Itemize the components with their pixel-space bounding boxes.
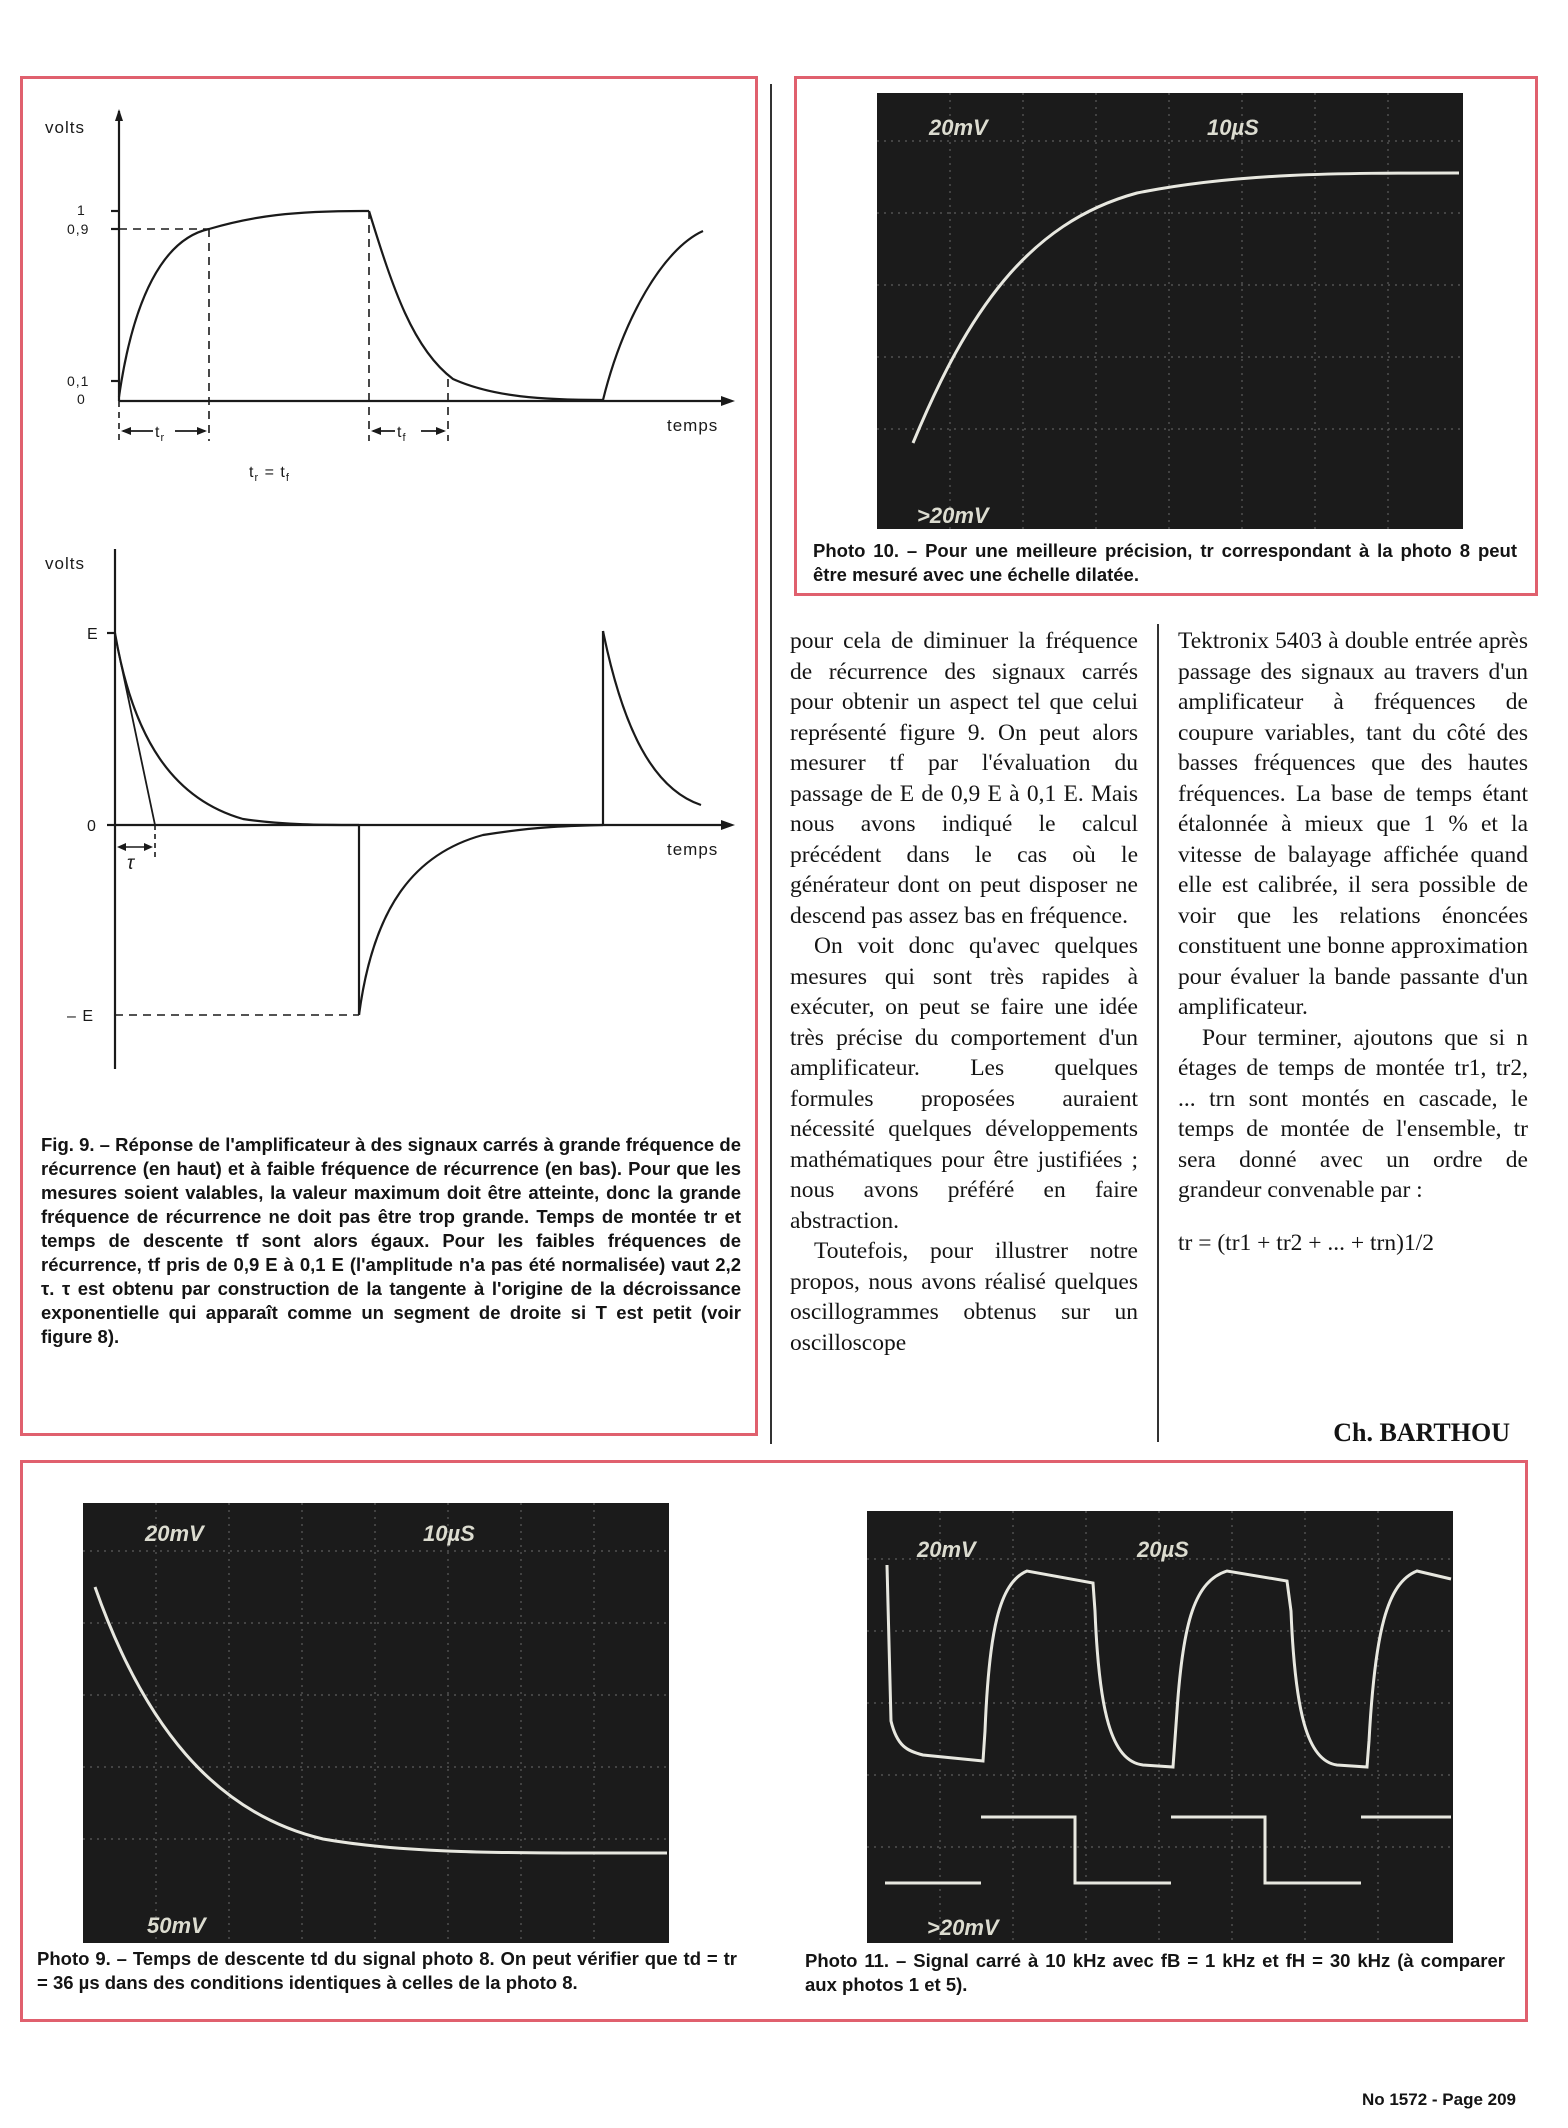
svg-text:tr <box>155 424 165 444</box>
photo-11-trig: >20mV <box>927 1915 999 1940</box>
bottom-decay-curve-2 <box>603 631 701 805</box>
signature: Ch. BARTHOU <box>1333 1418 1510 1447</box>
top-tick-0: 0 <box>77 391 86 407</box>
col2-paragraph-1: Tektronix 5403 à double entrée après passage des signaux au travers d'un amplificateur à fréquences de coupure variables, tant du côté des basses fréquences que des hautes fréquences. La base de temps étant étalonnée à mieux que 1 % et la vitesse de balayage affichée quand elle est calibrée, il sera possible de voir que les relations énoncées constituent une bonne approximation pour évaluer la bande passante d'un amplificateur. <box>1178 628 1528 1020</box>
figure-9-box <box>20 76 758 1436</box>
column-rule-left <box>770 84 772 1444</box>
bottom-tick-E: E <box>87 626 99 643</box>
col2-paragraph-2: Pour terminer, ajoutons que si n étages de temps de montée tr1, tr2, ... trn sont montés en cascade, le temps de montée de l'ensemble, tr sera donné avec un ordre de grandeur convenable par : <box>1178 1024 1528 1203</box>
column-rule-right <box>1157 624 1159 1442</box>
photo-9-caption: Photo 9. – Temps de descente td du signal photo 8. On peut vérifier que td = tr = 36 µs dans des conditions identiques à celles de la photo 8. <box>37 1948 737 1993</box>
photo-10-volts: 20mV <box>929 115 988 140</box>
photo-10-box <box>794 76 1538 596</box>
formula: tr = (tr1 + tr2 + ... + trn)1/2 <box>1178 1229 1434 1256</box>
photo-9-volts: 20mV <box>145 1521 204 1546</box>
top-rise-curve <box>119 211 369 397</box>
article-column-1 <box>790 626 1138 1358</box>
top-rise-curve-2 <box>603 231 703 400</box>
eq-mid: = t <box>259 464 286 481</box>
photo-9-oscillogram <box>83 1503 669 1943</box>
top-tick-01: 0,1 <box>67 373 90 389</box>
figure-9-diagram <box>23 79 755 1129</box>
bottom-xlabel: temps <box>667 840 719 859</box>
photo-11-caption: Photo 11. – Signal carré à 10 kHz avec fB = 1 kHz et fH = 30 kHz (à comparer aux photos 1 et 5). <box>805 1950 1505 1995</box>
page-number: No 1572 - Page 209 <box>1361 2090 1516 2109</box>
tf-label: t <box>397 424 403 441</box>
photo-11-time: 20µS <box>1137 1537 1189 1562</box>
photo-9-trace <box>95 1587 667 1853</box>
photo-11-oscillogram <box>867 1511 1453 1943</box>
tau-label: τ <box>127 853 136 874</box>
bottom-tick-mE: – E <box>67 1008 95 1025</box>
eq-sub2: f <box>285 472 290 484</box>
tf-sub: f <box>402 432 407 444</box>
bottom-tick-0: 0 <box>87 818 97 835</box>
figure-9-caption: Fig. 9. – Réponse de l'amplificateur à des signaux carrés à grande fréquence de récurrence (en haut) et à faible fréquence de récurrence (en bas). Pour que les mesures soient valables, la valeur maximum doit être atteinte, donc la grande fréquence de récurrence ne doit pas être trop grande. Temps de montée tr et temps de descente tf sont alors égaux. Pour les faibles fréquences de récurrence, tf pris de 0,9 E à 0,1 E (l'amplitude n'a pas été normalisée) vaut 2,2 τ. τ est obtenu par construction de la tangente à l'origine de la décroissance exponentielle qui apparaît comme un segment de droite si T est petit (voir figure 8). <box>41 1134 741 1347</box>
bottom-recovery-curve <box>359 825 603 1015</box>
svg-text:tf <box>397 424 407 444</box>
photo-9-time: 10µS <box>423 1521 475 1546</box>
top-xlabel: temps <box>667 416 719 435</box>
photo-10-time: 10µS <box>1207 115 1259 140</box>
tr-sub: r <box>160 432 166 444</box>
top-fall-curve <box>369 211 603 400</box>
top-tick-1: 1 <box>77 202 86 218</box>
photo-10-trig: >20mV <box>917 503 989 528</box>
photo-11-volts: 20mV <box>917 1537 976 1562</box>
bottom-decay-curve <box>115 633 359 825</box>
photo-10-caption: Photo 10. – Pour une meilleure précision, tr correspondant à la photo 8 peut être mesuré avec une échelle dilatée. <box>813 540 1517 585</box>
tangent-line <box>115 635 155 825</box>
bottom-graph <box>107 549 735 1069</box>
article-column-2 <box>1178 626 1528 1258</box>
tr-label: t <box>155 424 161 441</box>
bottom-photos-box <box>20 1460 1528 2022</box>
svg-text:tr = tf <box>249 464 290 484</box>
eq-sub1: r <box>254 472 260 484</box>
photo-11-trace-low <box>885 1817 1451 1883</box>
eq-tr: t <box>249 464 255 481</box>
col1-paragraph-2: On voit donc qu'avec quelques mesures qui sont très rapides à exécuter, on peut se faire une idée très précise du comportement d'un amplificateur. Les quelques formules proposées auraient nécessité quelques développements mathématiques pour être justifiées ; nous avons préféré en faire abstraction. <box>790 933 1138 1234</box>
photo-9-trig: 50mV <box>147 1913 206 1938</box>
top-ylabel: volts <box>45 118 85 137</box>
top-graph <box>111 109 735 441</box>
top-tick-09: 0,9 <box>67 221 90 237</box>
photo-11-trace <box>887 1565 1451 1767</box>
col1-paragraph-3: Toutefois, pour illustrer notre propos, nous avons réalisé quelques oscillogrammes obtenus sur un oscilloscope <box>790 1238 1138 1356</box>
photo-10-oscillogram <box>877 93 1463 529</box>
col1-paragraph-1: pour cela de diminuer la fréquence de récurrence des signaux carrés pour obtenir un aspect tel que celui représenté figure 9. On peut alors mesurer tf par l'évaluation du passage de E de 0,9 E à 0,1 E. Mais nous avons indiqué le calcul précédent dans le cas où le générateur dont on peut disposer ne descend pas assez bas en fréquence. <box>790 628 1138 929</box>
bottom-ylabel: volts <box>45 554 85 573</box>
